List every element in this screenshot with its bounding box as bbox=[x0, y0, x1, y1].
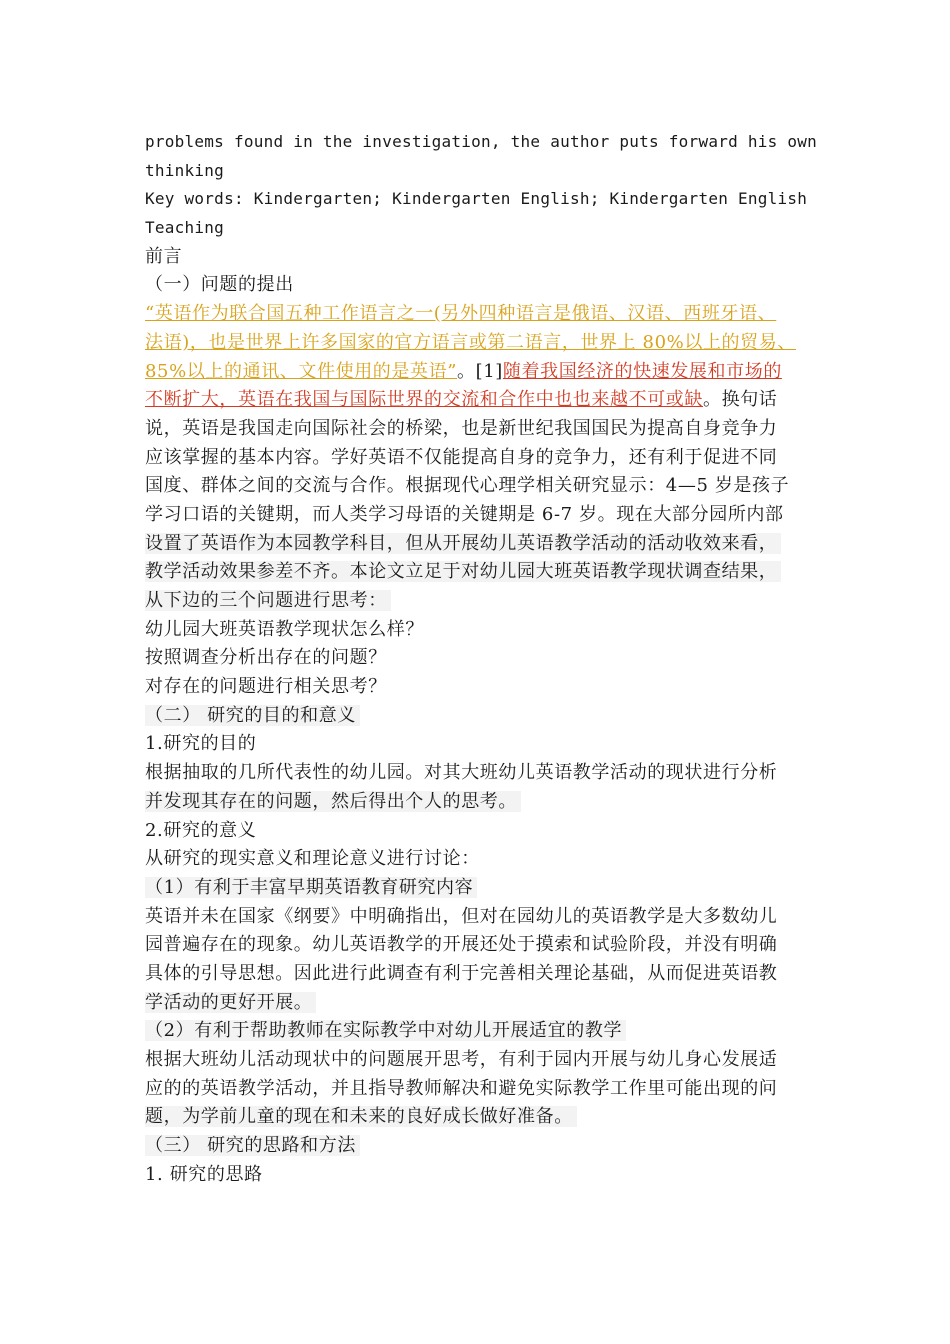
body-line: 题，为学前儿童的现在和未来的良好成长做好准备。 bbox=[145, 1106, 577, 1127]
section-heading: （一）问题的提出 bbox=[145, 274, 294, 296]
body-line: 应该掌握的基本内容。学好英语不仅能提高自身的竞争力，还有利于促进不同 bbox=[145, 446, 778, 468]
abstract-line: problems found in the investigation, the author puts forward his own bbox=[145, 132, 818, 151]
body-line: 学活动的更好开展。 bbox=[145, 992, 316, 1013]
section-heading: （三） 研究的思路和方法 bbox=[145, 1135, 360, 1156]
question-item: 幼儿园大班英语教学现状怎么样？ bbox=[145, 618, 424, 640]
body-line: 从研究的现实意义和理论意义进行讨论： bbox=[145, 848, 480, 870]
body-line: 说，英语是我国走向国际社会的桥梁，也是新世纪我国国民为提高自身竞争力 bbox=[145, 417, 778, 439]
point-heading: （1）有利于丰富早期英语教育研究内容 bbox=[145, 877, 477, 898]
body-line: 教学活动效果参差不齐。本论文立足于对幼儿园大班英语教学现状调查结果， bbox=[145, 561, 781, 582]
highlighted-text: 随着我国经济的快速发展和市场的 bbox=[502, 360, 782, 382]
abstract-line: thinking bbox=[145, 160, 225, 180]
quoted-text: 法语)，也是世界上许多国家的官方语言或第二语言，世界上 80%以上的贸易、 bbox=[145, 331, 796, 353]
subsection-heading: 1. 研究的思路 bbox=[145, 1163, 263, 1185]
body-line: 从下边的三个问题进行思考： bbox=[145, 590, 391, 611]
subsection-heading: 2.研究的意义 bbox=[145, 819, 257, 841]
citation-text: 。[1] bbox=[457, 360, 503, 382]
point-heading: （2）有利于帮助教师在实际教学中对幼儿开展适宜的教学 bbox=[145, 1020, 626, 1041]
body-line: 国度、群体之间的交流与合作。根据现代心理学相关研究显示：4—5 岁是孩子 bbox=[145, 475, 790, 497]
body-line: 根据大班幼儿活动现状中的问题展开思考，有利于园内开展与幼儿身心发展适 bbox=[145, 1049, 778, 1070]
body-line: 并发现其存在的问题，然后得出个人的思考。 bbox=[145, 791, 521, 812]
keywords-line: Teaching bbox=[145, 218, 225, 238]
body-line: 设置了英语作为本园教学科目，但从开展幼儿英语教学活动的活动收效来看， bbox=[145, 533, 781, 554]
subsection-heading: 1.研究的目的 bbox=[145, 733, 257, 755]
body-text: 。换句话 bbox=[703, 389, 778, 411]
document-page bbox=[145, 128, 818, 1189]
body-line: 学习口语的关键期，而人类学习母语的关键期是 6-7 岁。现在大部分园所内部 bbox=[145, 503, 784, 525]
quoted-text: 85%以上的通讯、文件使用的是英语” bbox=[145, 360, 458, 382]
highlighted-text: 不断扩大，英语在我国与国际世界的交流和合作中也也来越不可或缺 bbox=[145, 389, 703, 411]
keywords-line: Key words: Kindergarten; Kindergarten English; Kindergarten English bbox=[145, 189, 808, 209]
question-item: 按照调查分析出存在的问题？ bbox=[145, 647, 387, 669]
quoted-text: “英语作为联合国五种工作语言之一(另外四种语言是俄语、汉语、西班牙语、 bbox=[145, 303, 777, 325]
body-line: 具体的引导思想。因此进行此调查有利于完善相关理论基础，从而促进英语教 bbox=[145, 962, 778, 984]
body-line: 应的的英语教学活动，并且指导教师解决和避免实际教学工作里可能出现的问 bbox=[145, 1077, 778, 1099]
section-heading: （二） 研究的目的和意义 bbox=[145, 705, 360, 726]
body-line: 根据抽取的几所代表性的幼儿园。对其大班幼儿英语教学活动的现状进行分析 bbox=[145, 762, 778, 784]
body-line: 英语并未在国家《纲要》中明确指出，但对在园幼儿的英语教学是大多数幼儿 bbox=[145, 905, 778, 927]
preface-title: 前言 bbox=[145, 245, 183, 267]
question-item: 对存在的问题进行相关思考？ bbox=[145, 676, 387, 698]
body-line: 园普遍存在的现象。幼儿英语教学的开展还处于摸索和试验阶段，并没有明确 bbox=[145, 934, 778, 956]
